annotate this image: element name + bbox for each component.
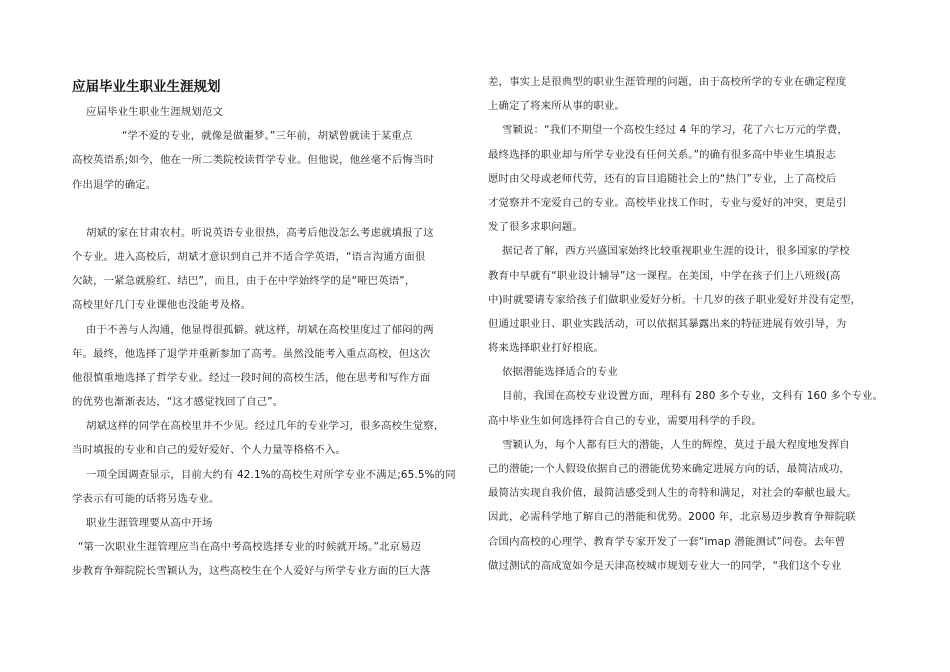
text-line: 应届毕业生职业生涯规划范文 — [86, 106, 224, 118]
text-line: 高中毕业生如何选择符合自己的专业，需要用科学的手段。 — [488, 414, 763, 427]
text-line: 由于不善与人沟通，他显得很孤僻。就这样，胡斌在高校里度过了郁闷的两 — [86, 323, 434, 336]
text-line: 一项全国调查显示，目前大约有 42.1%的高校生对所学专业不满足;65.5%的同 — [86, 468, 456, 481]
left-column — [72, 70, 464, 584]
text-line: 当时填报的专业和自己的爱好爱好、个人力量等格格不入。 — [72, 444, 347, 457]
text-line: 目前，我国在高校专业设置方面，理科有 280 多个专业，文科有 160 多个专业。 — [502, 390, 884, 403]
text-line: 将来选择职业打好根底。 — [488, 342, 604, 355]
left-text-block — [72, 100, 464, 584]
right-text-block — [488, 70, 888, 578]
text-line: 愿时由父母或老师代劳，还有的盲目追随社会上的“热门”专业，上了高校后 — [488, 172, 837, 185]
text-line: 作出退学的确定。 — [72, 178, 157, 191]
text-line: “第一次职业生涯管理应当在高中考高校选择专业的时候就开场。”北京易迈 — [78, 541, 422, 554]
text-line: 据记者了解，西方兴盛国家始终比较重视职业生涯的设计，很多国家的学校 — [502, 245, 850, 258]
text-line: 才觉察并不宠爱自己的专业。高校毕业找工作时，专业与爱好的冲突，更是引 — [488, 196, 847, 209]
text-line: 的优势也渐渐表达，“这才感觉找回了自己”。 — [72, 396, 284, 409]
text-line: 个专业。进入高校后，胡斌才意识到自己并不适合学英语，“语言沟通方面很 — [72, 250, 426, 263]
text-line: 中)时就要请专家给孩子们做职业爱好分析。十几岁的孩子职业爱好并没有定型， — [488, 293, 862, 306]
text-line: “学不爱的专业，就像是做噩梦。”三年前，胡斌曾就读于某重点 — [122, 130, 413, 143]
blank-line — [72, 197, 464, 221]
text-line: 步教育争辩院院长雪颖认为，这些高校生在个人爱好与所学专业方面的巨大落 — [72, 565, 431, 578]
text-line: 但通过职业日、职业实践活动，可以依据其暴露出来的特征进展有效引导，为 — [488, 317, 847, 330]
text-line: 最简洁实现自我价值，最简洁感受到人生的奇特和满足，对社会的奉献也最大。 — [488, 487, 857, 500]
text-line: 差，事实上是很典型的职业生涯管理的问题，由于高校所学的专业在确定程度 — [488, 76, 847, 88]
text-line: 雪颖说：“我们不期望一个高校生经过 4 年的学习，花了六七万元的学费， — [502, 124, 848, 137]
text-line: 欠缺，一紧急就脸红、结巴”，而且，由于在中学始终学的是“哑巴英语”， — [72, 275, 416, 288]
text-line: 因此，必需科学地了解自己的潜能和优势。2000 年，北京易迈步教育争辩院联 — [488, 511, 856, 524]
text-line: 依据潜能选择适合的专业 — [502, 366, 618, 379]
text-line: 上确定了将来所从事的职业。 — [488, 100, 626, 113]
text-line: 高校英语系;如今，他在一所二类院校读哲学专业。但他说，他丝毫不后悔当时 — [72, 154, 435, 167]
text-line: 合国内高校的心理学、教育学专家开发了一套“imap 潜能测试”问卷。去年曾 — [488, 535, 846, 548]
text-line: 胡斌的家在甘肃农村。听说英语专业很热，高考后他没怎么考虑就填报了这 — [86, 226, 434, 239]
document-title: 应届毕业生职业生涯规划 — [72, 79, 221, 95]
text-line: 做过测试的高成宽如今是天津高校城市规划专业大一的同学，“我们这个专业 — [488, 559, 842, 572]
text-line: 最终选择的职业却与所学专业没有任何关系。”的确有很多高中毕业生填报志 — [488, 148, 837, 161]
text-line: 己的潜能;一个人假设依据自己的潜能优势来确定进展方向的话，最简洁成功， — [488, 463, 851, 475]
text-line: 发了很多求职问题。 — [488, 221, 583, 234]
text-line: 高校里好几门专业课他也没能考及格。 — [72, 299, 252, 312]
text-line: 他很慎重地选择了哲学专业。经过一段时间的高校生活，他在思考和写作方面 — [72, 371, 431, 384]
text-line: 胡斌这样的同学在高校里并不少见。经过几年的专业学习，很多高校生觉察， — [86, 420, 445, 433]
text-line: 教育中早就有“职业设计辅导”这一课程。在美国，中学在孩子们上八班级(高 — [488, 269, 841, 282]
text-line: 雪颖认为，每个人都有巨大的潜能，人生的辉煌，莫过于最大程度地发挥自 — [502, 438, 850, 451]
right-column — [488, 70, 888, 578]
text-line: 职业生涯管理要从高中开场 — [86, 517, 213, 529]
text-line: 年。最终，他选择了退学并重新参加了高考。虽然没能考入重点高校，但这次 — [72, 347, 431, 360]
text-line: 学表示有可能的话将另选专业。 — [72, 492, 220, 505]
